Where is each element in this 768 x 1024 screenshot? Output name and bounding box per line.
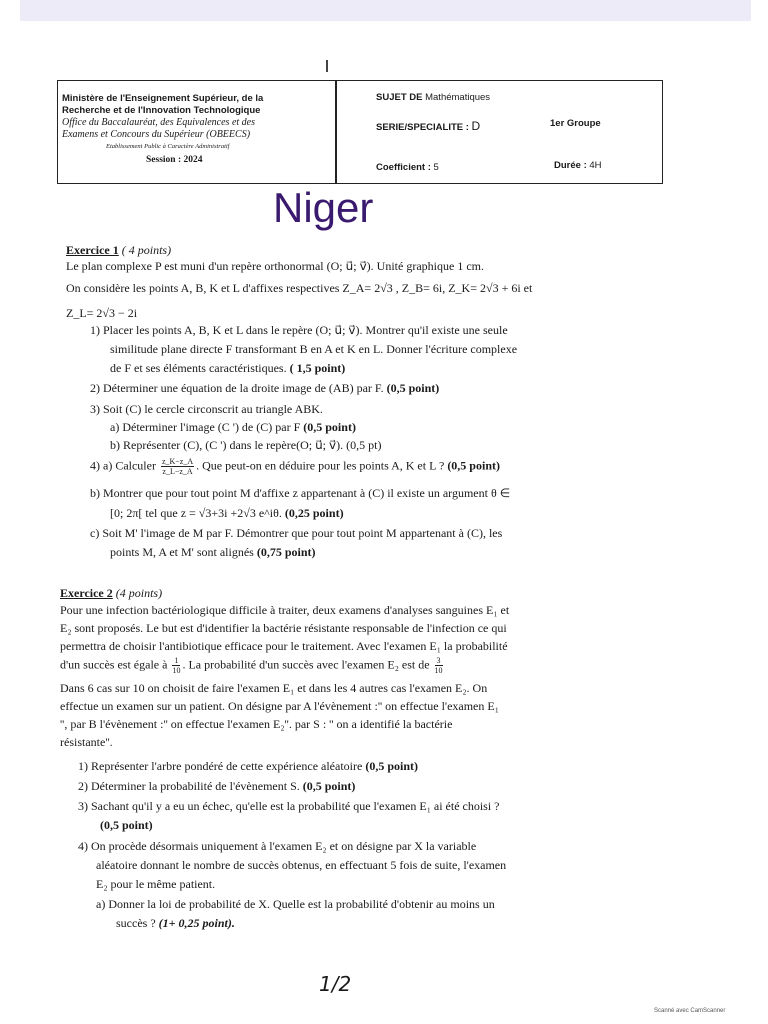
session: Session : 2024: [146, 155, 203, 165]
ex1-q4a-fraction: $\frac{z\_K-z\_A}{z\_L-z\_A}$: [161, 457, 194, 476]
ex2-q3-line-1: 3) Sachant qu'il y a eu un échec, qu'elle est la probabilité que l'examen E₁ ai été choisi ?: [78, 799, 500, 813]
ex2-para-3: permettra de choisir l'antibiotique efficace pour le traitement. Avec l'examen E₁ la probabilité: [60, 639, 508, 653]
subject: SUJET DE Mathématiques: [376, 92, 491, 103]
ex1-q3: 3) Soit (C) le cercle circonscrit au triangle ABK.: [90, 402, 323, 416]
ex2-para-1: Pour une infection bactériologique difficile à traiter, deux examens d'analyses sanguines E₁ et: [60, 603, 510, 617]
ex1-intro-2: On considère les points A, B, K et L d'affixes respectives Z_A= 2√3 , Z_B= 6i, Z_K= 2√3 + 6i et: [66, 281, 533, 295]
office-status: Etablissement Public à Caractère Administratif: [106, 143, 230, 150]
ex1-q1-line-3: de F et ses éléments caractéristiques. ( 1,5 point): [110, 361, 346, 375]
page-number: 1/2: [319, 972, 352, 996]
exercise-2-heading: Exercice 2 (4 points): [60, 586, 163, 600]
margin-mark: [326, 60, 328, 72]
ex2-para-7: '', par B l'évènement :'' on effectue l'examen E₂''. par S : '' on a identifié la bactérie: [60, 717, 453, 731]
ex1-q3a: a) Déterminer l'image (C ') de (C) par F (0,5 point): [110, 420, 356, 434]
ex2-para-4: d'un succès est égale à $\frac{1}{10}$ . La probabilité d'un succès avec l'examen E₂ est de $\frac{3}{10}$: [60, 656, 443, 675]
ex2-q4a-line-2: succès ? (1+ 0,25 point).: [116, 916, 235, 930]
ex2-fraction-1: $\frac{1}{10}$: [172, 656, 181, 675]
series: SERIE/SPECIALITE : D: [376, 119, 481, 133]
ex1-q1-line-1: 1) Placer les points A, B, K et L dans le repère (O; u⃗; v⃗). Montrer qu'il existe une seule: [90, 323, 508, 337]
top-band: [20, 0, 751, 21]
ex1-q2: 2) Déterminer une équation de la droite image de (AB) par F. (0,5 point): [90, 381, 440, 395]
coefficient: Coefficient : 5: [376, 162, 439, 173]
ex2-q2: 2) Déterminer la probabilité de l'évènement S. (0,5 point): [78, 779, 356, 793]
exam-header: [57, 80, 663, 184]
office-line-1: Office du Baccalauréat, des Equivalences et des: [62, 117, 255, 128]
ministry-line-1: Ministère de l'Enseignement Supérieur, de la: [62, 93, 264, 104]
ex1-q4b-line-1: b) Montrer que pour tout point M d'affixe z appartenant à (C) il existe un argument θ ∈: [90, 486, 511, 500]
office-line-2: Examens et Concours du Supérieur (OBEECS): [62, 129, 251, 140]
scanner-credit: Scanné avec CamScanner: [654, 1008, 726, 1014]
ex2-para-6: effectue un examen sur un patient. On désigne par A l'évènement :'' on effectue l'examen E₁: [60, 699, 499, 713]
group: 1er Groupe: [550, 118, 601, 129]
ex2-fraction-2: $\frac{3}{10}$: [434, 656, 443, 675]
ex2-q4a-line-1: a) Donner la loi de probabilité de X. Quelle est la probabilité d'obtenir au moins un: [96, 897, 495, 911]
ex2-q4-line-3: E₂ pour le même patient.: [96, 877, 216, 891]
ex2-q1: 1) Représenter l'arbre pondéré de cette expérience aléatoire (0,5 point): [78, 759, 418, 773]
ex1-q4c-line-1: c) Soit M' l'image de M par F. Démontrer que pour tout point M appartenant à (C), les: [90, 526, 503, 540]
ex2-para-5: Dans 6 cas sur 10 on choisit de faire l'examen E₁ et dans les 4 autres cas l'examen E₂. On: [60, 681, 488, 695]
niger-watermark: Niger: [273, 184, 374, 231]
header-divider: [335, 81, 337, 183]
ex2-q4-line-2: aléatoire donnant le nombre de succès obtenus, en effectuant 5 fois de suite, l'examen: [96, 858, 507, 872]
ex1-q4b-line-2: [0; 2π[ tel que z = √3+3i +2√3 e^iθ. (0,25 point): [110, 506, 344, 520]
ex1-q4c-line-2: points M, A et M' sont alignés (0,75 point): [110, 545, 316, 559]
ex1-intro-3: Z_L= 2√3 − 2i: [66, 306, 138, 320]
ministry-line-2: Recherche et de l'Innovation Technologique: [62, 105, 261, 116]
ex2-para-8: résistante''.: [60, 735, 113, 749]
ex2-q4-line-1: 4) On procède désormais uniquement à l'examen E₂ et on désigne par X la variable: [78, 839, 477, 853]
ex2-q3-points: (0,5 point): [100, 818, 153, 832]
ex1-q3b: b) Représenter (C), (C ') dans le repère(O; u⃗; v⃗). (0,5 pt): [110, 438, 382, 452]
duration: Durée : 4H: [554, 160, 602, 171]
ex2-para-2: E₂ sont proposés. Le but est d'identifier la bactérie résistante responsable de l'infection ce qui: [60, 621, 507, 635]
exercise-1-heading: Exercice 1 ( 4 points): [66, 243, 172, 257]
ex1-q4a: 4) a) Calculer $\frac{z\_K-z\_A}{z\_L-z\_A}$ . Que peut-on en déduire pour les points A, K et L ? (0,5 point): [90, 457, 500, 476]
ex1-q1-line-2: similitude plane directe F transformant B en A et K en L. Donner l'écriture complexe: [110, 342, 518, 356]
ex1-intro-1: Le plan complexe P est muni d'un repère orthonormal (O; u⃗; v⃗). Unité graphique 1 cm.: [66, 259, 484, 273]
